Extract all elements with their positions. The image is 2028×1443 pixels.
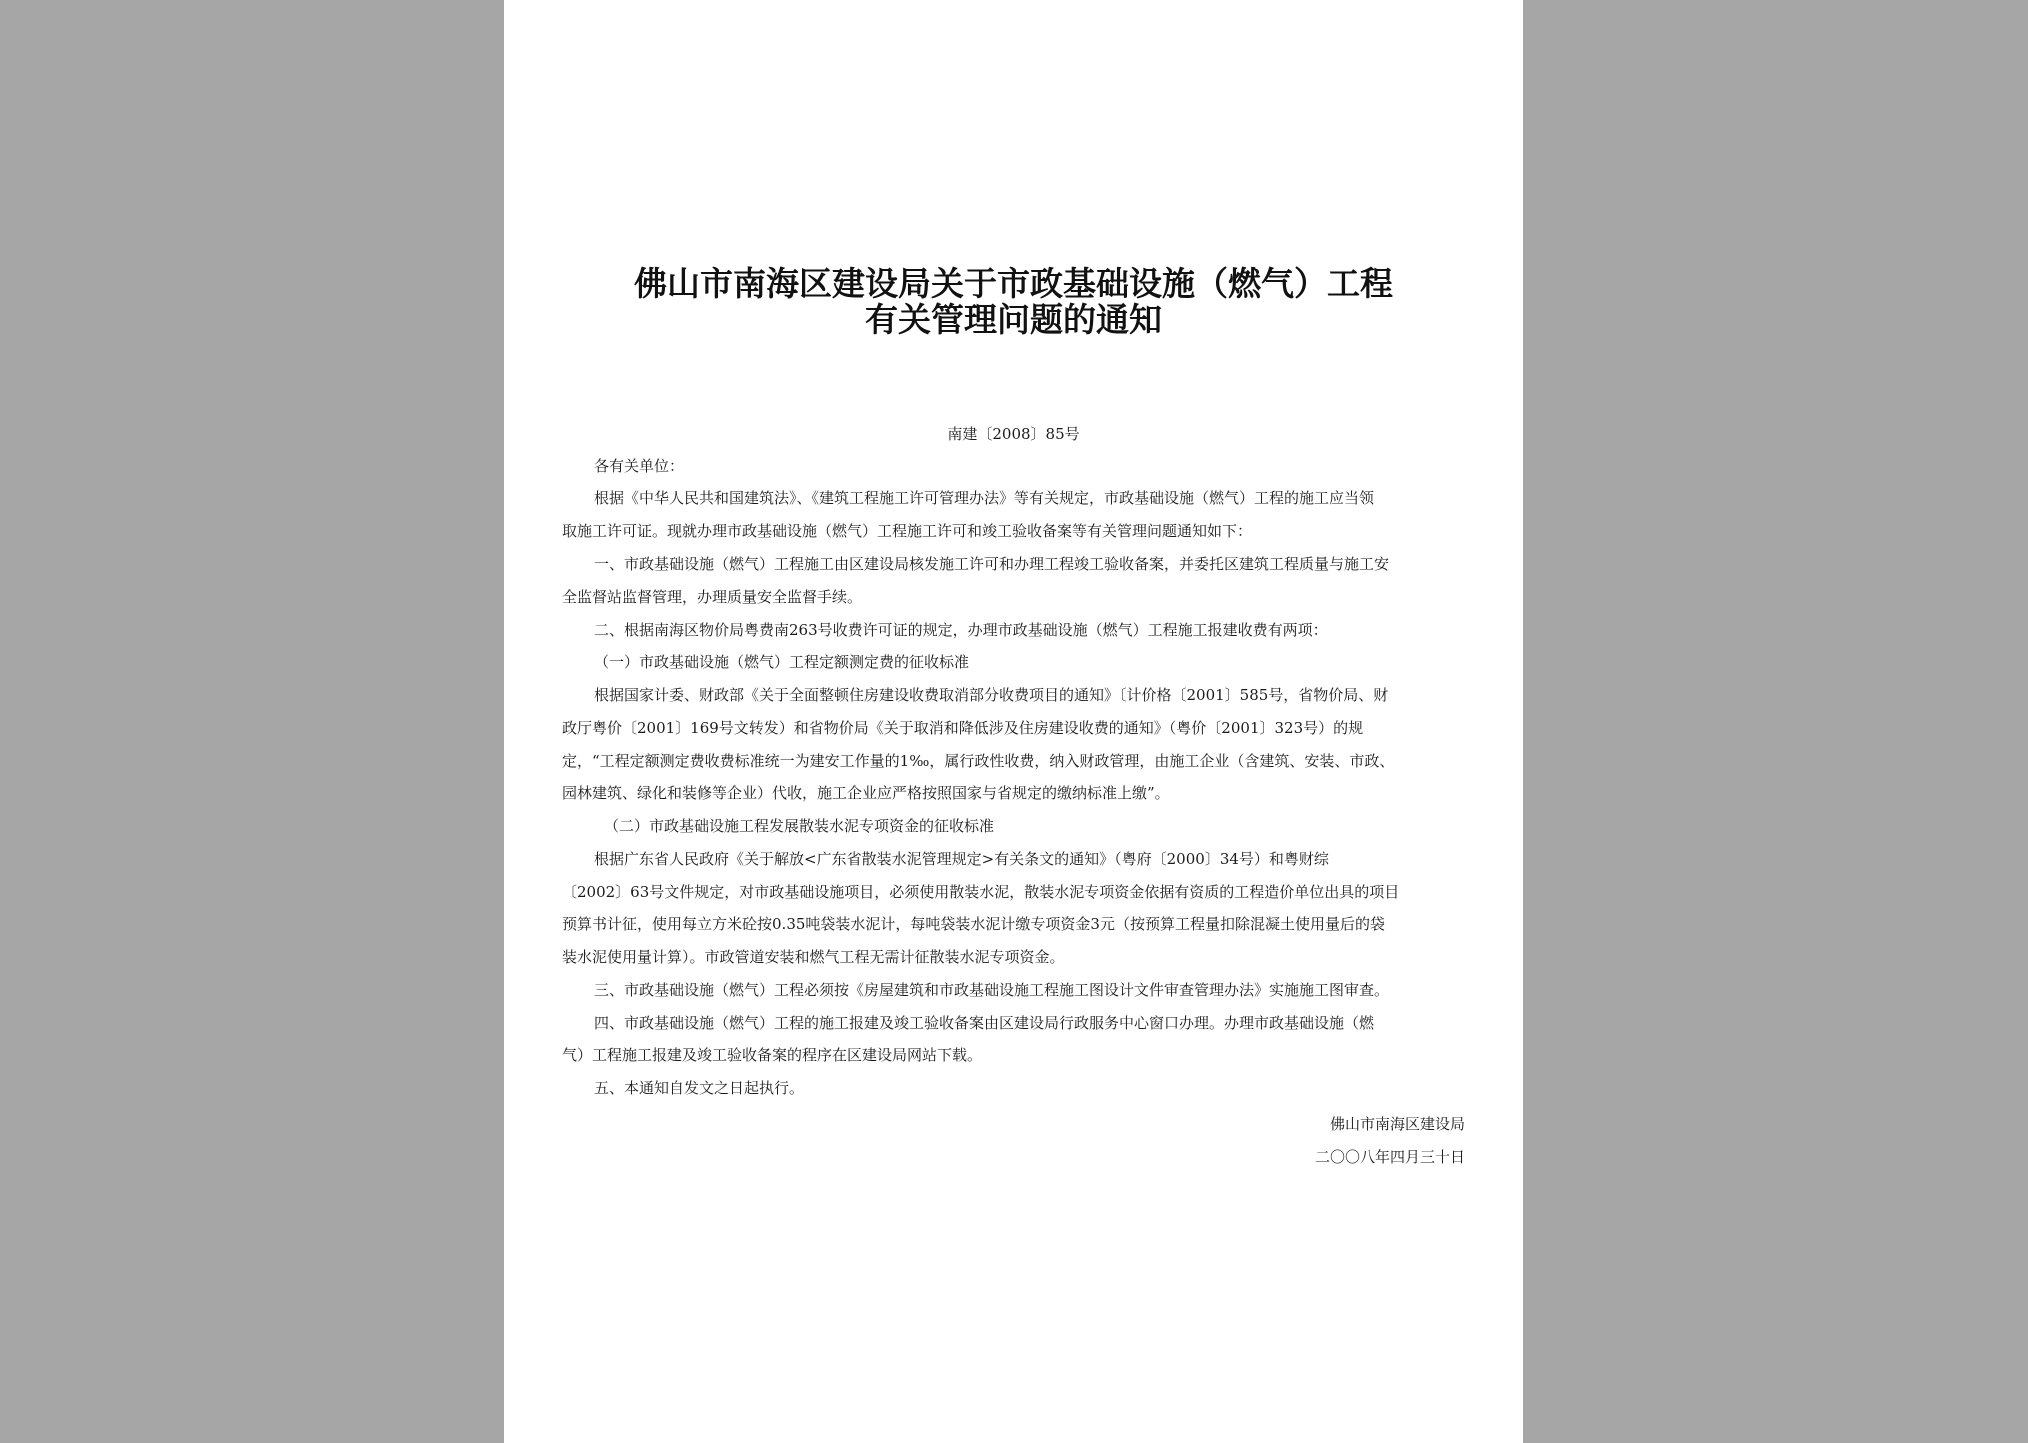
body-line: 五、本通知自发文之日起执行。 — [594, 1079, 805, 1097]
body-line: 四、市政基础设施（燃气）工程的施工报建及竣工验收备案由区建设局行政服务中心窗口办理。办理市政基础设施（燃 — [594, 1014, 1375, 1032]
body-line: 〔2002〕63号文件规定，对市政基础设施项目，必须使用散装水泥，散装水泥专项资金依据有资质的工程造价单位出具的项目 — [562, 883, 1400, 901]
section-heading: （一）市政基础设施（燃气）工程定额测定费的征收标准 — [594, 653, 970, 671]
body-line: 预算书计征，使用每立方米砼按0.35吨袋装水泥计，每吨袋装水泥计缴专项资金3元（按预算工程量扣除混凝土使用量后的袋 — [562, 915, 1385, 933]
section-heading: （二）市政基础设施工程发展散装水泥专项资金的征收标准 — [604, 817, 995, 835]
body-line: 园林建筑、绿化和装修等企业）代收，施工企业应严格按照国家与省规定的缴纳标准上缴”。 — [562, 784, 1170, 802]
body-line: 三、市政基础设施（燃气）工程必须按《房屋建筑和市政基础设施工程施工图设计文件审查管理办法》实施施工图审查。 — [594, 981, 1390, 999]
salutation: 各有关单位： — [594, 457, 685, 475]
body-line: 根据广东省人民政府《关于解放<广东省散装水泥管理规定>有关条文的通知》（粤府〔2000〕34号）和粤财综 — [594, 850, 1329, 868]
document-number: 南建〔2008〕85号 — [947, 425, 1080, 443]
issue-date: 二〇〇八年四月三十日 — [1314, 1148, 1465, 1166]
body-line: 全监督站监督管理，办理质量安全监督手续。 — [562, 588, 863, 606]
body-line: 取施工许可证。现就办理市政基础设施（燃气）工程施工许可和竣工验收备案等有关管理问题通知如下： — [562, 522, 1253, 540]
body-line: 气）工程施工报建及竣工验收备案的程序在区建设局网站下载。 — [562, 1046, 983, 1064]
body-line: 政厅粤价〔2001〕169号文转发）和省物价局《关于取消和降低涉及住房建设收费的通知》（粤价〔2001〕323号）的规 — [562, 719, 1364, 737]
body-line: 装水泥使用量计算）。市政管道安装和燃气工程无需计征散装水泥专项资金。 — [562, 948, 1065, 966]
body-line: 定，“工程定额测定费收费标准统一为建安工作量的1‰，属行政性收费，纳入财政管理，由施工企业（含建筑、安装、市政、 — [562, 752, 1395, 770]
body-line: 二、根据南海区物价局粤费南263号收费许可证的规定，办理市政基础设施（燃气）工程施工报建收费有两项： — [594, 621, 1328, 639]
issuer-signature: 佛山市南海区建设局 — [1329, 1115, 1465, 1133]
document-title-line-1: 佛山市南海区建设局关于市政基础设施（燃气）工程 — [634, 264, 1393, 303]
document-title-line-2: 有关管理问题的通知 — [865, 300, 1162, 339]
body-line: 一、市政基础设施（燃气）工程施工由区建设局核发施工许可和办理工程竣工验收备案，并委托区建筑工程质量与施工安 — [594, 555, 1390, 573]
document-page — [504, 0, 1523, 1443]
body-line: 根据《中华人民共和国建筑法》、《建筑工程施工许可管理办法》等有关规定，市政基础设施（燃气）工程的施工应当领 — [594, 489, 1375, 507]
body-line: 根据国家计委、财政部《关于全面整顿住房建设收费取消部分收费项目的通知》〔计价格〔2001〕585号，省物价局、财 — [594, 686, 1389, 704]
